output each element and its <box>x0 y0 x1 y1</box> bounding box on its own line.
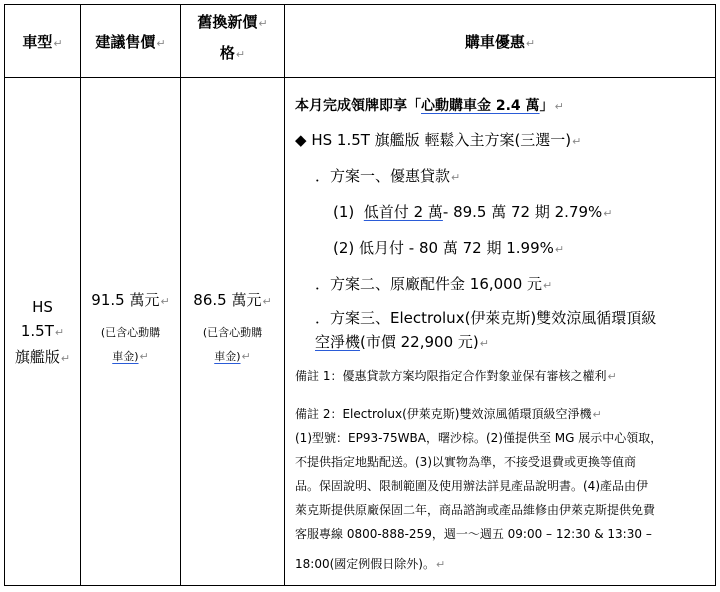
offer-headline: 本月完成領牌即享「心動購車金 2.4 萬」↵ <box>295 98 564 114</box>
note-1: 備註 1：優惠貸款方案均限指定合作對象並保有審核之權利↵ <box>295 369 617 383</box>
header-tradein-price: 舊換新價↵ 格↵ <box>197 13 268 62</box>
header-msrp: 建議售價↵ <box>95 33 166 51</box>
msrp-cell: 91.5 萬元↵ (已含心動購 車金)↵ <box>81 289 180 364</box>
column-divider <box>284 5 285 585</box>
offer-table <box>4 4 716 586</box>
note-2-line3: 不提供指定地點配送。(3)以實物為準，不接受退費或更換等值商 <box>295 455 637 469</box>
note-2-line7: 18:00(國定例假日除外)。↵ <box>295 557 446 571</box>
tradein-price: 86.5 萬元↵ <box>193 291 272 309</box>
option1-item2: (2) 低月付 - 80 萬 72 期 1.99%↵ <box>333 239 565 257</box>
note-2-line1: 備註 2：Electrolux(伊萊克斯)雙效涼風循環頂級空淨機↵ <box>295 407 602 421</box>
option3-label: ．方案三、Electrolux(伊萊克斯)雙效涼風循環頂級 <box>315 309 657 327</box>
option2-label: ．方案二、原廠配件金 16,000 元↵ <box>315 275 553 293</box>
note-2-line4: 品。保固說明、限制範圍及使用辦法詳見產品說明書。(4)產品由伊 <box>295 479 649 493</box>
msrp-price: 91.5 萬元↵ <box>91 291 170 309</box>
tradein-cell: 86.5 萬元↵ (已含心動購 車金)↵ <box>181 289 284 364</box>
option3-label-cont: 空淨機(市價 22,900 元)↵ <box>315 333 489 351</box>
option1-label: ．方案一、優惠貸款↵ <box>315 167 461 185</box>
header-offers: 購車優惠↵ <box>464 33 536 51</box>
diamond-bullet-icon: ◆ <box>295 131 307 149</box>
note-2-line2: (1)型號：EP93-75WBA，曙沙棕。(2)僅提供至 MG 展示中心領取， <box>295 431 663 445</box>
model-name: HS 1.5T↵ 旗艦版↵ <box>14 298 71 366</box>
note-2-line6: 客服專線 0800-888-259，週一～週五 09:00 – 12:30 & 13:30 – <box>295 527 652 541</box>
note-2-line5: 萊克斯提供原廠保固二年，商品諮詢或產品維修由伊萊克斯提供免費 <box>295 503 656 517</box>
tradein-note: (已含心動購 <box>202 326 263 339</box>
plan-title: ◆ HS 1.5T 旗艦版 輕鬆入主方案(三選一)↵ <box>295 131 582 149</box>
option1-item1: (1) 低首付 2 萬- 89.5 萬 72 期 2.79%↵ <box>333 203 613 221</box>
msrp-note: (已含心動購 <box>100 326 161 339</box>
row-divider <box>5 77 715 78</box>
header-model: 車型↵ <box>22 33 63 51</box>
